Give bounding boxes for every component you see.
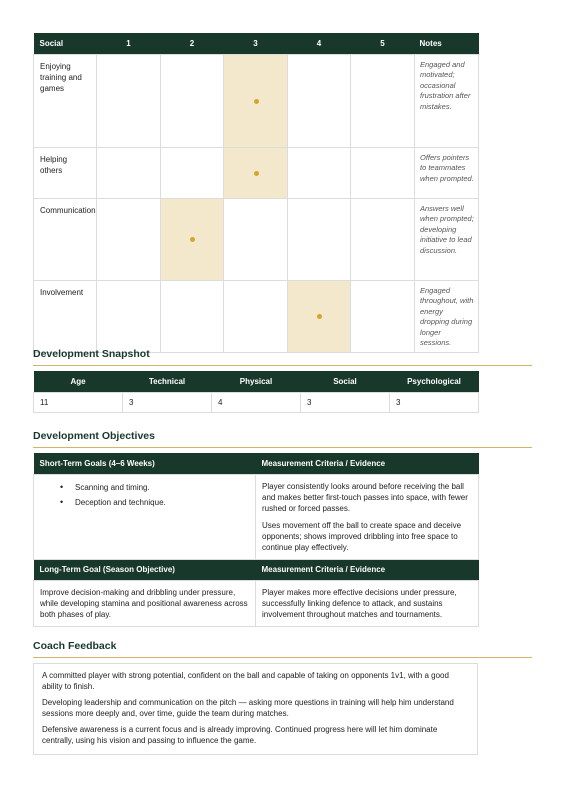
header-rating-4: 4 — [288, 33, 351, 54]
snapshot-value-social: 3 — [301, 392, 390, 412]
rating-cell-4 — [288, 280, 351, 352]
social-row-note: Offers pointers to teammates when prompted. — [415, 147, 479, 198]
social-row-label: Involvement — [34, 280, 97, 352]
long-term-header-row — [34, 559, 479, 580]
rating-marker — [317, 314, 322, 319]
rating-cell-5 — [351, 198, 415, 280]
rating-cell-4 — [288, 54, 351, 147]
rating-cell-1 — [97, 280, 161, 352]
rating-cell-1 — [97, 198, 161, 280]
snapshot-header-age: Age — [34, 371, 123, 392]
short-term-goal-item: • Scanning and timing. — [60, 482, 249, 493]
development-snapshot-title: Development Snapshot — [33, 348, 532, 366]
rating-cell-3 — [224, 54, 288, 147]
short-term-goal-list — [40, 482, 249, 508]
social-row — [34, 198, 479, 280]
social-rating-table — [33, 33, 479, 353]
social-row-note: Engaged throughout, with energy dropping during longer sessions. — [415, 280, 479, 352]
social-row-label: Enjoying training and games — [34, 54, 97, 147]
snapshot-value-psychological: 3 — [390, 392, 479, 412]
header-rating-5: 5 — [351, 33, 415, 54]
short-term-row — [34, 474, 479, 559]
rating-cell-4 — [288, 198, 351, 280]
development-snapshot-table — [33, 371, 479, 413]
snapshot-values-row — [34, 392, 479, 412]
short-term-goal-item: • Deception and technique. — [60, 497, 249, 508]
rating-cell-2 — [161, 198, 224, 280]
social-row-note: Answers well when prompted; developing initiative to lead discussion. — [415, 198, 479, 280]
snapshot-value-physical: 4 — [212, 392, 301, 412]
long-term-goal-heading: Long-Term Goal (Season Objective) — [34, 559, 256, 580]
rating-cell-1 — [97, 54, 161, 147]
snapshot-header-row — [34, 371, 479, 392]
long-term-criteria-heading: Measurement Criteria / Evidence — [256, 559, 479, 580]
social-header-row — [34, 33, 479, 54]
feedback-paragraph: A committed player with strong potential, confident on the ball and capable of taking on opponents 1v1, with a good ability to finish. — [42, 671, 449, 691]
coach-feedback-title: Coach Feedback — [33, 640, 532, 658]
coach-feedback-box — [33, 663, 478, 755]
header-social: Social — [34, 33, 97, 54]
short-term-goals-cell — [34, 474, 256, 559]
short-term-evidence-text: Player consistently looks around before receiving the ball and makes better first-touch passes into space, with fewer rushed or forced passes. — [262, 481, 468, 513]
header-notes: Notes — [415, 33, 479, 54]
rating-cell-2 — [161, 54, 224, 147]
rating-marker — [190, 237, 195, 242]
rating-marker — [254, 99, 259, 104]
social-row-label: Communication — [34, 198, 97, 280]
rating-cell-3 — [224, 198, 288, 280]
snapshot-header-psychological: Psychological — [390, 371, 479, 392]
header-rating-2: 2 — [161, 33, 224, 54]
short-term-goals-heading: Short-Term Goals (4–6 Weeks) — [34, 453, 256, 474]
rating-cell-1 — [97, 147, 161, 198]
rating-marker — [254, 171, 259, 176]
long-term-evidence-text: Player makes more effective decisions under pressure, successfully linking defence to attack, and sustains involvement throughout matches and tournaments. — [256, 580, 479, 626]
social-row — [34, 280, 479, 352]
snapshot-header-physical: Physical — [212, 371, 301, 392]
development-objectives-title: Development Objectives — [33, 430, 532, 448]
feedback-paragraph: Defensive awareness is a current focus and is already improving. Continued progress here will let him dominate centrally, using his vision and passing to influence the game. — [42, 725, 438, 745]
short-term-header-row — [34, 453, 479, 474]
social-row-label: Helping others — [34, 147, 97, 198]
header-rating-1: 1 — [97, 33, 161, 54]
rating-cell-5 — [351, 280, 415, 352]
snapshot-header-technical: Technical — [123, 371, 212, 392]
feedback-paragraph: Developing leadership and communication on the pitch — asking more questions in training will help him understand sessions more deeply and, over time, guide the team during matches. — [42, 698, 454, 718]
header-rating-3: 3 — [224, 33, 288, 54]
development-objectives-table — [33, 453, 479, 627]
long-term-goal-text: Improve decision-making and dribbling under pressure, while developing stamina and positional awareness across both phases of play. — [34, 580, 256, 626]
short-term-evidence-text: Uses movement off the ball to create space and deceive opponents; shows improved dribbling into free space to continue play effectively. — [262, 520, 462, 552]
rating-cell-3 — [224, 280, 288, 352]
long-term-row — [34, 580, 479, 626]
short-term-criteria-heading: Measurement Criteria / Evidence — [256, 453, 479, 474]
snapshot-value-age: 11 — [34, 392, 123, 412]
rating-cell-4 — [288, 147, 351, 198]
rating-cell-3 — [224, 147, 288, 198]
social-row — [34, 147, 479, 198]
rating-cell-5 — [351, 54, 415, 147]
rating-cell-5 — [351, 147, 415, 198]
snapshot-value-technical: 3 — [123, 392, 212, 412]
social-row — [34, 54, 479, 147]
snapshot-header-social: Social — [301, 371, 390, 392]
social-row-note: Engaged and motivated; occasional frustration after mistakes. — [415, 54, 479, 147]
rating-cell-2 — [161, 280, 224, 352]
rating-cell-2 — [161, 147, 224, 198]
short-term-evidence-cell — [256, 474, 479, 559]
